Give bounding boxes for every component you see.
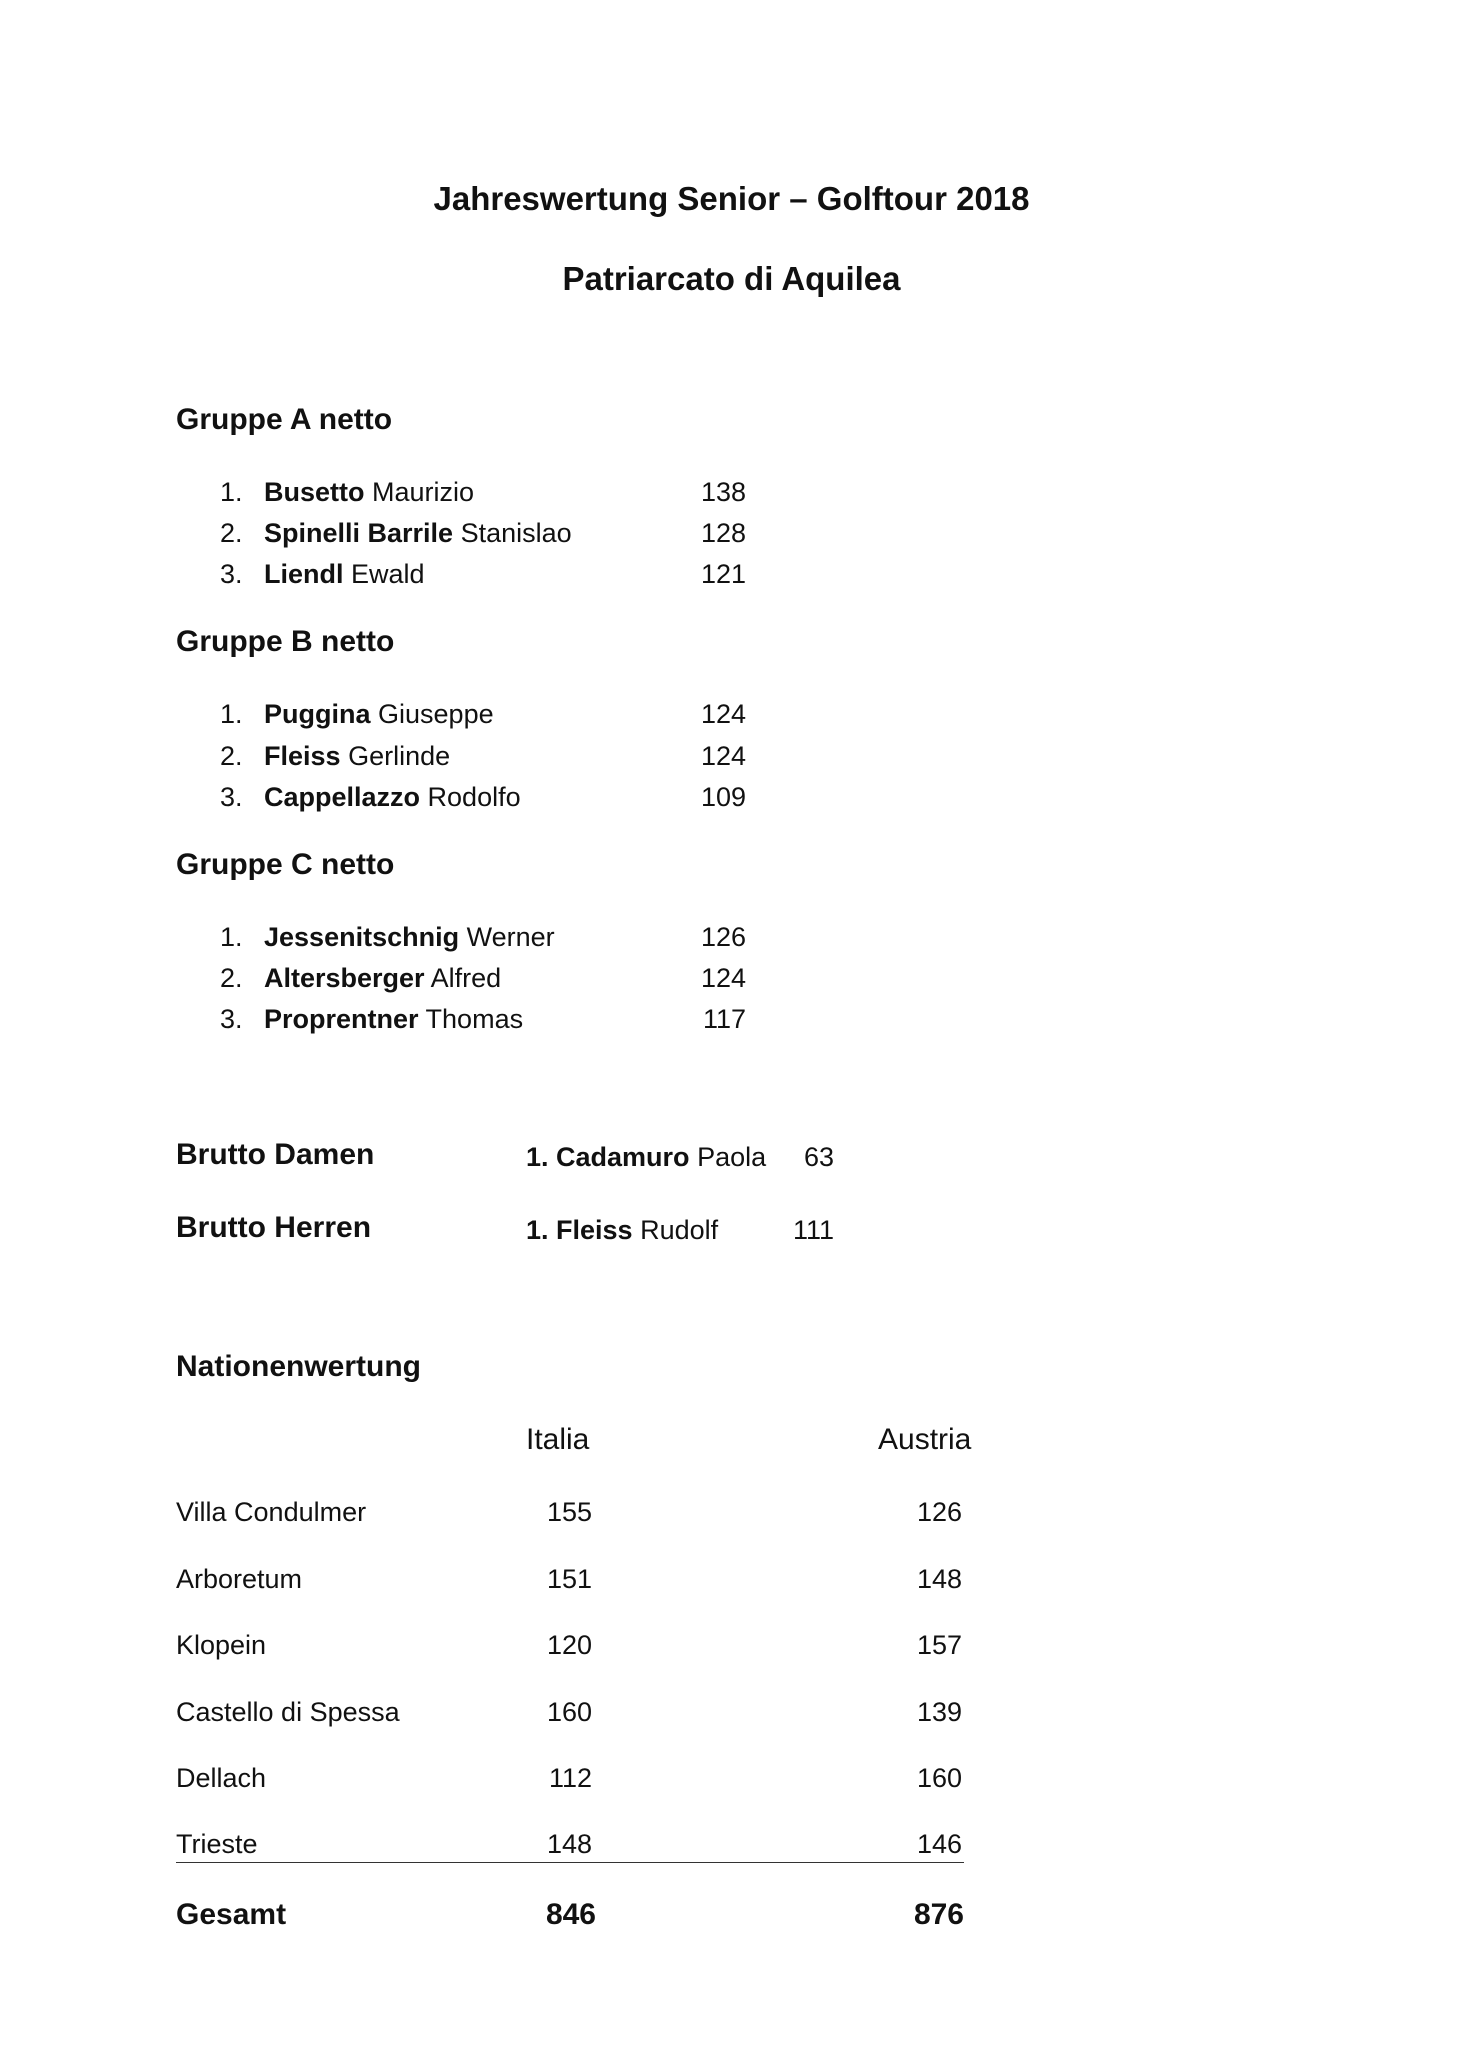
brutto-damen-winner <box>526 1142 766 1173</box>
brutto-damen-score: 63 <box>803 1142 834 1172</box>
rank-last-name: 1. Fleiss <box>526 1215 633 1245</box>
total-label: Gesamt <box>176 1898 287 1931</box>
last-name: Jessenitschnig <box>264 922 460 952</box>
course-name: Castello di Spessa <box>176 1697 400 1727</box>
list-item-rank: 2. <box>220 518 243 548</box>
list-item-name <box>264 1004 523 1035</box>
list-item-rank: 3. <box>220 559 243 589</box>
first-name: Giuseppe <box>378 699 494 729</box>
last-name: Cappellazzo <box>264 782 421 812</box>
first-name: Gerlinde <box>348 741 451 771</box>
score-austria: 157 <box>916 1630 962 1660</box>
first-name: Paola <box>697 1142 767 1172</box>
course-name: Villa Condulmer <box>176 1497 367 1527</box>
score-austria: 126 <box>916 1497 962 1527</box>
score-austria: 160 <box>916 1763 962 1793</box>
list-item-rank: 1. <box>220 699 243 729</box>
rank-last-name: 1. Cadamuro <box>526 1142 690 1172</box>
last-name: Puggina <box>264 699 371 729</box>
list-item-score: 117 <box>702 1004 746 1034</box>
first-name: Thomas <box>425 1004 524 1034</box>
last-name: Fleiss <box>264 741 341 771</box>
group-b-heading: Gruppe B netto <box>176 625 395 658</box>
list-item-score: 124 <box>700 963 746 993</box>
list-item-name <box>264 922 555 953</box>
nations-heading: Nationenwertung <box>176 1350 421 1383</box>
score-austria: 148 <box>916 1564 962 1594</box>
list-item-name <box>264 518 572 549</box>
score-italia: 151 <box>546 1564 592 1594</box>
list-item-score: 128 <box>700 518 746 548</box>
total-austria: 876 <box>913 1898 964 1931</box>
list-item-name <box>264 741 450 772</box>
course-name: Klopein <box>176 1630 267 1660</box>
list-item-score: 109 <box>700 782 746 812</box>
last-name: Spinelli Barrile <box>264 518 454 548</box>
brutto-damen-label: Brutto Damen <box>176 1138 375 1171</box>
list-item-name <box>264 699 494 730</box>
group-c-heading: Gruppe C netto <box>176 848 395 881</box>
last-name: Altersberger <box>264 963 425 993</box>
score-austria: 146 <box>916 1829 962 1859</box>
first-name: Rodolfo <box>427 782 521 812</box>
score-italia: 120 <box>546 1630 592 1660</box>
course-name: Dellach <box>176 1763 267 1793</box>
last-name: Proprentner <box>264 1004 419 1034</box>
score-italia: 112 <box>548 1763 592 1793</box>
list-item-name <box>264 782 521 813</box>
list-item-rank: 2. <box>220 741 243 771</box>
brutto-herren-winner <box>526 1215 718 1246</box>
last-name: Busetto <box>264 477 365 507</box>
brutto-herren-score: 111 <box>792 1215 834 1245</box>
first-name: Rudolf <box>640 1215 719 1245</box>
brutto-herren-label: Brutto Herren <box>176 1211 372 1244</box>
last-name: Liendl <box>264 559 344 589</box>
score-austria: 139 <box>916 1697 962 1727</box>
list-item-name <box>264 559 425 590</box>
page-title: Jahreswertung Senior – Golftour 2018 <box>433 180 1030 217</box>
first-name: Werner <box>466 922 555 952</box>
list-item-name <box>264 477 474 508</box>
list-item-name <box>264 963 501 994</box>
course-name: Trieste <box>176 1829 258 1859</box>
page-subtitle: Patriarcato di Aquilea <box>562 260 901 297</box>
course-name: Arboretum <box>176 1564 303 1594</box>
list-item-rank: 3. <box>220 1004 243 1034</box>
list-item-rank: 2. <box>220 963 243 993</box>
first-name: Alfred <box>430 963 502 993</box>
score-italia: 160 <box>546 1697 592 1727</box>
group-a-heading: Gruppe A netto <box>176 403 393 436</box>
list-item-rank: 3. <box>220 782 243 812</box>
score-italia: 148 <box>546 1829 592 1859</box>
list-item-rank: 1. <box>220 477 243 507</box>
score-italia: 155 <box>546 1497 592 1527</box>
list-item-score: 138 <box>700 477 746 507</box>
list-item-score: 124 <box>700 741 746 771</box>
column-header-austria: Austria <box>878 1423 972 1456</box>
list-item-score: 124 <box>700 699 746 729</box>
list-item-score: 121 <box>700 559 746 589</box>
total-italia: 846 <box>545 1898 596 1931</box>
total-divider <box>176 1862 964 1863</box>
column-header-italia: Italia <box>526 1423 590 1456</box>
first-name: Ewald <box>351 559 425 589</box>
first-name: Maurizio <box>372 477 475 507</box>
first-name: Stanislao <box>460 518 572 548</box>
list-item-rank: 1. <box>220 922 243 952</box>
list-item-score: 126 <box>700 922 746 952</box>
